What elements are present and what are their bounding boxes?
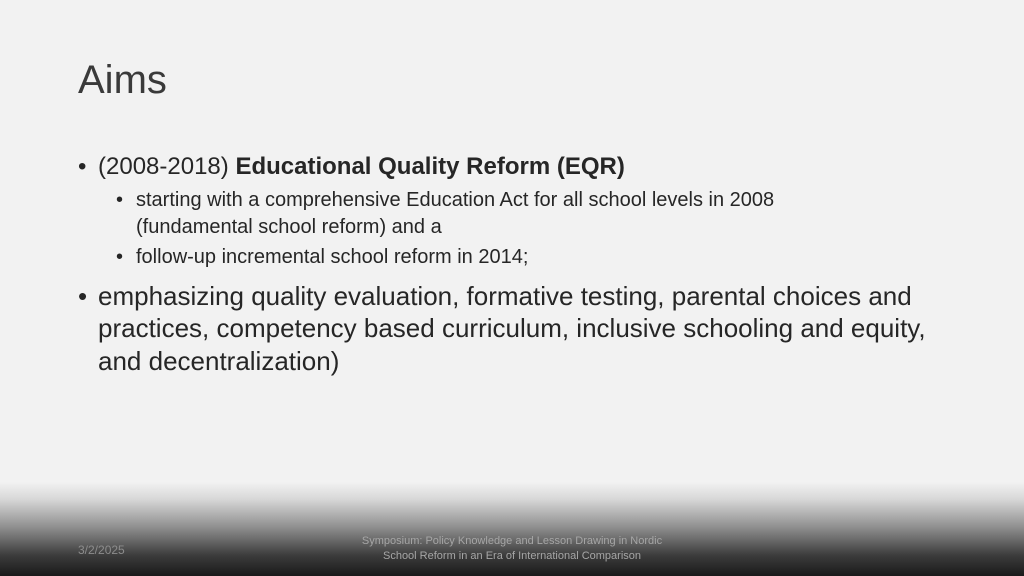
bullet-marker: • bbox=[116, 245, 124, 268]
bullet-eqr bbox=[78, 152, 958, 183]
footer-title-line-1: Symposium: Policy Knowledge and Lesson Drawing in Nordic bbox=[361, 535, 663, 547]
bullet-emphasizing bbox=[78, 280, 958, 378]
sub-bullet-follow-up bbox=[116, 244, 958, 272]
footer-title bbox=[300, 534, 724, 564]
slide-content bbox=[78, 152, 958, 382]
bullet-bold-text: Educational Quality Reform (EQR) bbox=[235, 153, 625, 180]
sub-bullet-education-act bbox=[116, 187, 958, 242]
sub-bullet-text: follow-up incremental school reform in 2014; bbox=[136, 245, 529, 268]
sub-bullet-line-2: (fundamental school reform) and a bbox=[136, 216, 442, 239]
bullet-marker: • bbox=[78, 153, 87, 180]
bullet-prefix: (2008-2018) bbox=[98, 153, 236, 180]
bullet-marker: • bbox=[78, 280, 88, 311]
footer-title-line-2: School Reform in an Era of International Comparison bbox=[382, 550, 642, 562]
bullet-text: emphasizing quality evaluation, formative testing, parental choices and practices, competency based curriculum, inclusive schooling and equity, and decentralization) bbox=[98, 280, 926, 376]
bullet-marker: • bbox=[116, 188, 124, 211]
slide-title: Aims bbox=[78, 58, 167, 102]
footer-date: 3/2/2025 bbox=[78, 543, 125, 557]
sub-bullet-line-1: starting with a comprehensive Education Act for all school levels in 2008 bbox=[136, 188, 775, 211]
